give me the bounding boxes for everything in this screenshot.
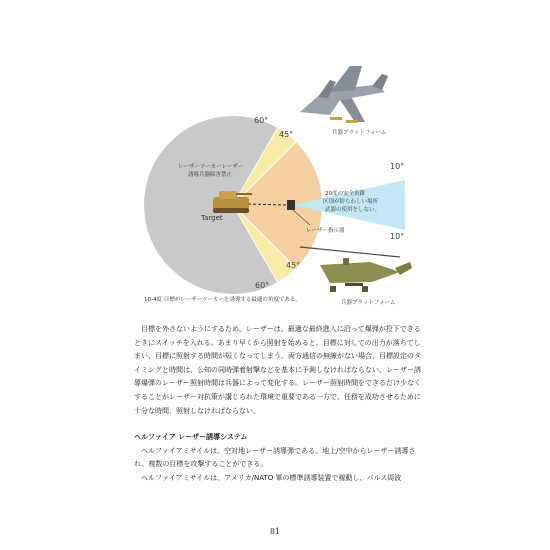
helicopter-platform-label: 兵器プラットフォーム <box>341 300 396 306</box>
jet-platform-label: 兵器プラットフォーム <box>332 130 387 136</box>
angle-60-bottom: 60° <box>255 281 270 290</box>
angle-10-top: 10° <box>390 162 405 171</box>
section-heading: ヘルファイア レーザー誘導システム <box>134 433 248 442</box>
figure-caption: 10-4度 目標がレーザーツーカーを誘導する最適の角度である。 <box>144 297 301 303</box>
paragraph-1: 目標を外さないようにするため、レーザーは、最適な最終進入に沿って爆弾が投下できるときにスイッチを入れる。あまり早くから照射を始めると、目標に対しての出力が落ちてしまい、目標に照射する時間が短くなってしまう。両方通信の無線がない場合、目標設定のタイミングと時間は、公知の同時弾着射撃などを基本に予測しなければならない。レーザー誘導爆弾のレーザー照射時間は兵器によって変化する。レーザー照射時間をできるだけ少なくすることがレーザー対抗策が講じられた環境で重要である一方で、任務を成功させるために十分な時間、照射しなければならない。 <box>134 325 421 415</box>
paragraph-2: ヘルファイアミサイルは、空対地レーザー誘導弾である。地上/空中からレーザー誘導され、複数の目標を攻撃することができる。 <box>134 446 416 469</box>
fighter-jet-icon <box>300 66 388 123</box>
zone-label-line1: レーザーツーカーレーザー <box>178 164 244 170</box>
angle-10-bottom: 10° <box>390 232 405 241</box>
angle-45-bottom: 45° <box>286 261 301 270</box>
angle-45-top: 45° <box>279 130 294 139</box>
page-number: 81 <box>269 527 281 536</box>
attack-helicopter-icon <box>300 247 412 292</box>
safe-zone-line3: 武器の使用をしない。 <box>325 207 381 213</box>
safe-zone-line1: 20度の安全角錐 <box>325 191 365 197</box>
safe-zone-line2: 区別が紛らわしい場所 <box>323 199 379 205</box>
zone-label-line2: 誘導兵器障害禁止 <box>188 172 233 178</box>
target-label: Target <box>201 214 223 222</box>
body-text <box>134 323 424 486</box>
angle-60-top: 60° <box>254 116 269 125</box>
laser-designator-icon <box>287 200 295 210</box>
designator-label: レーザー指示器 <box>306 228 345 234</box>
paragraph-3: ヘルファイアミサイルは、アメリカ/NATO 軍の標準誘導装置で稼動し、パルス周波 <box>141 473 402 482</box>
